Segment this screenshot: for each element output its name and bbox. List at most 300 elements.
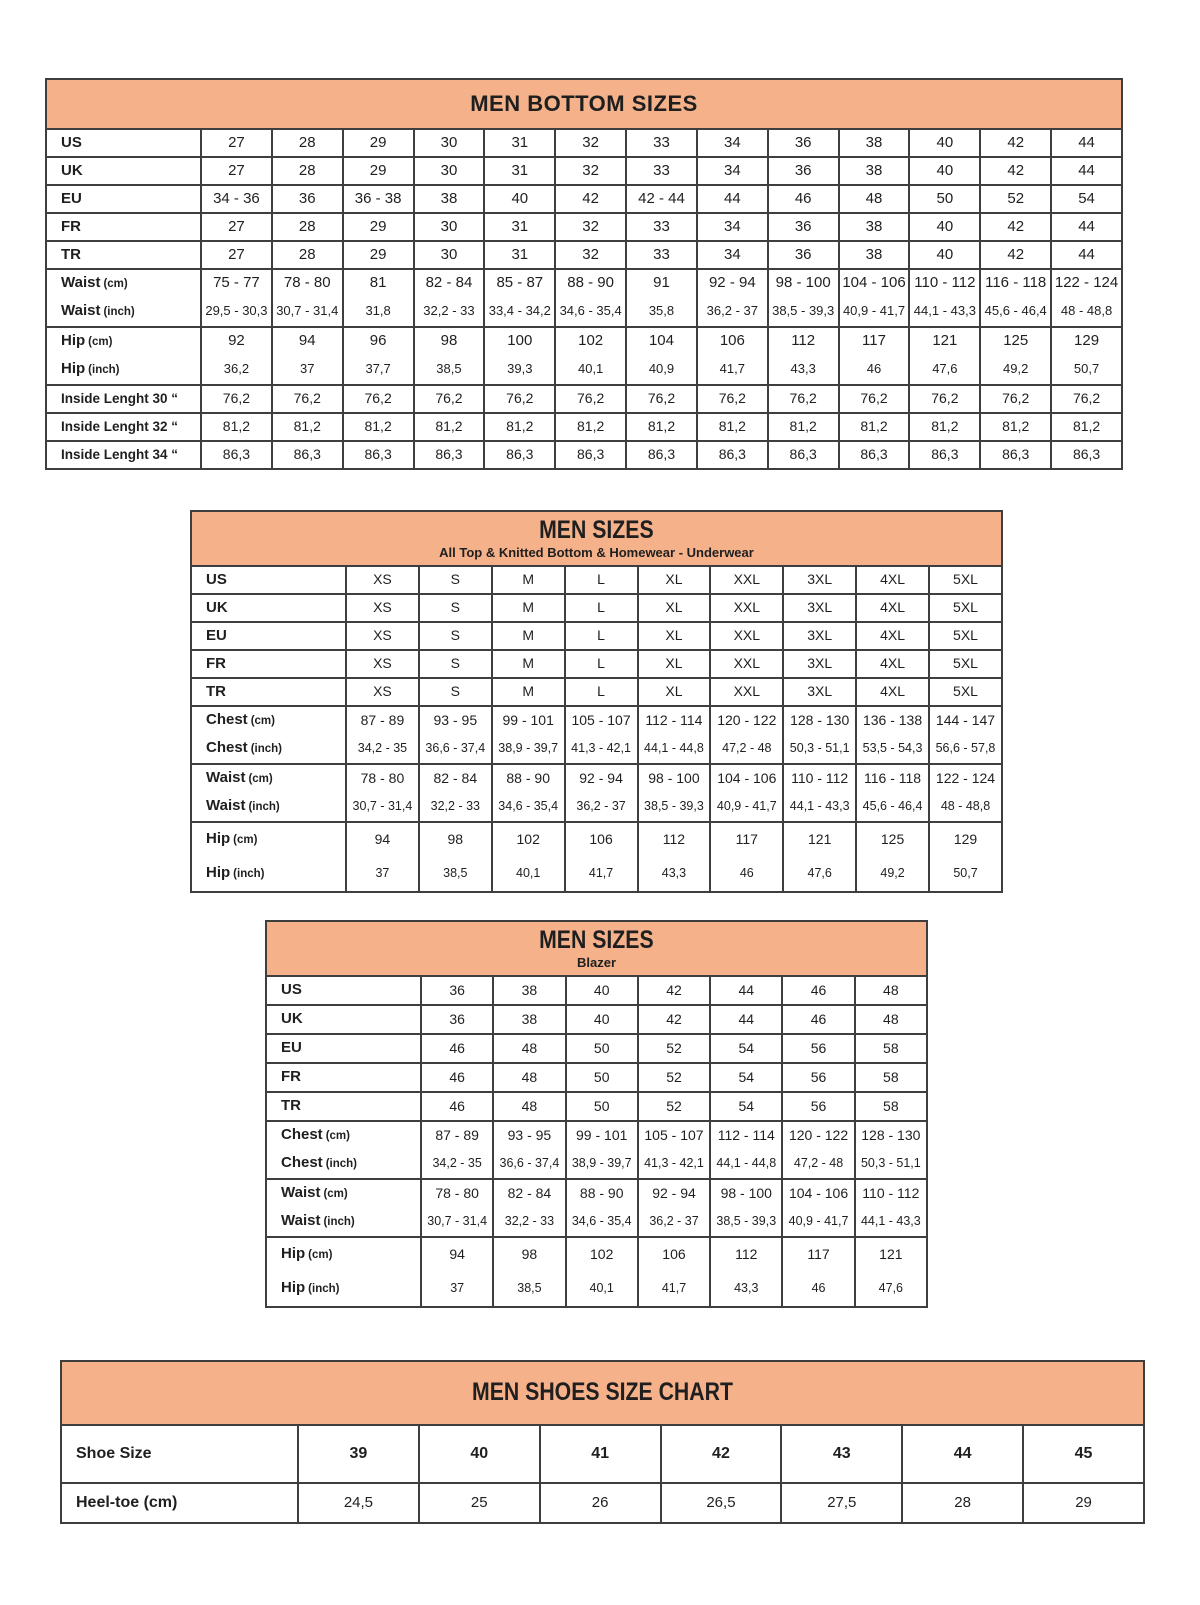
- cell: 3XL: [783, 622, 856, 650]
- cell: 106: [565, 822, 638, 856]
- cell: 44,1 - 43,3: [855, 1207, 927, 1237]
- cell: 3XL: [783, 678, 856, 706]
- cell: 50: [566, 1034, 638, 1063]
- cell: 30: [414, 157, 485, 185]
- cell: 31: [484, 129, 555, 157]
- cell: 39,3: [484, 355, 555, 385]
- table-row: [46, 157, 1122, 185]
- row-label-unit: (cm): [88, 336, 113, 349]
- cell: 76,2: [980, 385, 1051, 413]
- cell: 93 - 95: [419, 706, 492, 734]
- cell: XL: [638, 622, 711, 650]
- cell: 40,9 - 41,7: [782, 1207, 854, 1237]
- row-label-text: Waist: [206, 769, 246, 787]
- row-label-text: Waist: [281, 1184, 321, 1202]
- cell: 98: [419, 822, 492, 856]
- cell: 121: [855, 1237, 927, 1271]
- table-row: [191, 594, 1002, 622]
- cell: 36,2 - 37: [697, 297, 768, 327]
- row-label: [191, 594, 346, 622]
- cell: 48: [493, 1063, 565, 1092]
- cell: 48: [493, 1092, 565, 1121]
- cell: 81,2: [1051, 413, 1122, 441]
- table-row: [46, 327, 1122, 355]
- cell: XXL: [710, 650, 783, 678]
- cell: 40: [566, 976, 638, 1005]
- cell: 29: [1023, 1483, 1144, 1523]
- cell: 41,3 - 42,1: [638, 1149, 710, 1179]
- cell: M: [492, 566, 565, 594]
- cell: 48 - 48,8: [929, 792, 1002, 822]
- cell: 104 - 106: [839, 269, 910, 297]
- cell: XL: [638, 594, 711, 622]
- cell: 82 - 84: [419, 764, 492, 792]
- table-row: [266, 1005, 927, 1034]
- cell: 42: [638, 976, 710, 1005]
- cell: 40: [909, 213, 980, 241]
- cell: 48 - 48,8: [1051, 297, 1122, 327]
- cell: 34: [697, 213, 768, 241]
- cell: 35,8: [626, 297, 697, 327]
- row-label: [191, 706, 346, 734]
- cell: 41,3 - 42,1: [565, 734, 638, 764]
- cell: 120 - 122: [710, 706, 783, 734]
- row-label-text: Inside Lenght 30 “: [61, 390, 179, 406]
- cell: 86,3: [272, 441, 343, 469]
- cell: S: [419, 650, 492, 678]
- men-sizes-top-table: [190, 510, 1003, 893]
- row-label: [266, 1034, 421, 1063]
- row-label: [266, 1063, 421, 1092]
- table-row: [266, 1149, 927, 1179]
- cell: 98 - 100: [638, 764, 711, 792]
- cell: 25: [419, 1483, 540, 1523]
- row-label: [46, 327, 201, 355]
- men-sizes-top-title: MEN SIZES: [539, 516, 654, 545]
- row-label-unit: (inch): [308, 1283, 340, 1296]
- cell: 27: [201, 157, 272, 185]
- cell: 78 - 80: [272, 269, 343, 297]
- row-label-unit: (cm): [103, 278, 128, 291]
- cell: 122 - 124: [929, 764, 1002, 792]
- row-label: [191, 566, 346, 594]
- cell: 38,9 - 39,7: [492, 734, 565, 764]
- cell: 4XL: [856, 650, 929, 678]
- table-row: [266, 1237, 927, 1271]
- row-label: [266, 1121, 421, 1149]
- cell: 76,2: [697, 385, 768, 413]
- cell: 75 - 77: [201, 269, 272, 297]
- cell: 94: [421, 1237, 493, 1271]
- cell: 47,6: [783, 856, 856, 892]
- cell: 56: [782, 1063, 854, 1092]
- row-label: [191, 764, 346, 792]
- cell: 40: [566, 1005, 638, 1034]
- men-shoes-header-band: [61, 1361, 1144, 1425]
- row-label-text: FR: [61, 217, 81, 235]
- table-row: [46, 241, 1122, 269]
- cell: 42: [980, 241, 1051, 269]
- cell: 5XL: [929, 566, 1002, 594]
- row-label-text: TR: [61, 245, 81, 263]
- cell: 46: [768, 185, 839, 213]
- cell: 86,3: [697, 441, 768, 469]
- cell: 121: [783, 822, 856, 856]
- cell: 44: [1051, 241, 1122, 269]
- cell: 86,3: [1051, 441, 1122, 469]
- cell: 76,2: [768, 385, 839, 413]
- cell: 29,5 - 30,3: [201, 297, 272, 327]
- cell: 98: [414, 327, 485, 355]
- row-label-unit: (inch): [323, 1216, 355, 1229]
- row-label: [46, 185, 201, 213]
- cell: 36,2 - 37: [638, 1207, 710, 1237]
- cell: 46: [839, 355, 910, 385]
- table-row: [46, 269, 1122, 297]
- cell: 56,6 - 57,8: [929, 734, 1002, 764]
- cell: 38: [839, 241, 910, 269]
- row-label-text: EU: [206, 626, 227, 644]
- cell: XS: [346, 622, 419, 650]
- table-header-row: [61, 1361, 1144, 1425]
- cell: 32: [555, 213, 626, 241]
- cell: 76,2: [343, 385, 414, 413]
- cell: 86,3: [909, 441, 980, 469]
- men-bottom-sizes-title: MEN BOTTOM SIZES: [470, 90, 698, 116]
- cell: 104 - 106: [782, 1179, 854, 1207]
- cell: 38: [493, 1005, 565, 1034]
- cell: 88 - 90: [492, 764, 565, 792]
- cell: 49,2: [856, 856, 929, 892]
- cell: 42: [980, 157, 1051, 185]
- table-row: [266, 1121, 927, 1149]
- cell: 40,1: [555, 355, 626, 385]
- cell: 5XL: [929, 650, 1002, 678]
- cell: 44: [1051, 213, 1122, 241]
- cell: 47,6: [909, 355, 980, 385]
- men-shoes-size-chart-table: [60, 1360, 1145, 1524]
- cell: 36 - 38: [343, 185, 414, 213]
- cell: 4XL: [856, 594, 929, 622]
- cell: 92 - 94: [565, 764, 638, 792]
- cell: 102: [492, 822, 565, 856]
- cell: M: [492, 650, 565, 678]
- cell: 38: [493, 976, 565, 1005]
- cell: 5XL: [929, 678, 1002, 706]
- cell: S: [419, 678, 492, 706]
- cell: 76,2: [555, 385, 626, 413]
- cell: M: [492, 594, 565, 622]
- cell: 40,9 - 41,7: [839, 297, 910, 327]
- cell: 76,2: [201, 385, 272, 413]
- cell: 40,9 - 41,7: [710, 792, 783, 822]
- row-label-text: Hip: [281, 1245, 306, 1263]
- cell: 99 - 101: [492, 706, 565, 734]
- cell: 38,5: [493, 1271, 565, 1307]
- cell: 86,3: [555, 441, 626, 469]
- cell: 40: [419, 1425, 540, 1483]
- cell: 52: [638, 1034, 710, 1063]
- cell: 48: [855, 976, 927, 1005]
- table-row: [191, 566, 1002, 594]
- men-sizes-blazer-title: MEN SIZES: [539, 926, 654, 955]
- row-label: [191, 650, 346, 678]
- cell: 43,3: [638, 856, 711, 892]
- cell: S: [419, 594, 492, 622]
- cell: 28: [272, 213, 343, 241]
- cell: 112: [768, 327, 839, 355]
- cell: 99 - 101: [566, 1121, 638, 1149]
- cell: 47,6: [855, 1271, 927, 1307]
- cell: XXL: [710, 594, 783, 622]
- cell: 82 - 84: [493, 1179, 565, 1207]
- cell: 28: [272, 157, 343, 185]
- cell: 112: [710, 1237, 782, 1271]
- cell: 38,5 - 39,3: [710, 1207, 782, 1237]
- cell: 106: [697, 327, 768, 355]
- row-label-text: UK: [281, 1010, 303, 1028]
- row-label-text: Hip: [61, 332, 86, 350]
- cell: 112 - 114: [710, 1121, 782, 1149]
- cell: 54: [710, 1034, 782, 1063]
- cell: 76,2: [484, 385, 555, 413]
- cell: 36: [768, 213, 839, 241]
- table-row: [191, 822, 1002, 856]
- cell: 44: [710, 976, 782, 1005]
- cell: 53,5 - 54,3: [856, 734, 929, 764]
- cell: 34,6 - 35,4: [566, 1207, 638, 1237]
- cell: 136 - 138: [856, 706, 929, 734]
- row-label-unit: (inch): [88, 364, 120, 377]
- men-bottom-sizes-header-band: [46, 79, 1122, 129]
- row-label: [61, 1483, 298, 1523]
- men-bottom-sizes-table: [45, 78, 1123, 470]
- cell: 44: [697, 185, 768, 213]
- cell: 100: [484, 327, 555, 355]
- cell: 40,1: [492, 856, 565, 892]
- row-label-unit: (inch): [325, 1158, 357, 1171]
- cell: 50,3 - 51,1: [783, 734, 856, 764]
- cell: 44,1 - 44,8: [710, 1149, 782, 1179]
- row-label-unit: (cm): [308, 1249, 333, 1262]
- cell: 81,2: [626, 413, 697, 441]
- cell: 36,6 - 37,4: [419, 734, 492, 764]
- cell: 42: [980, 129, 1051, 157]
- cell: 76,2: [272, 385, 343, 413]
- cell: 34 - 36: [201, 185, 272, 213]
- cell: 26,5: [661, 1483, 782, 1523]
- cell: L: [565, 650, 638, 678]
- cell: 104 - 106: [710, 764, 783, 792]
- cell: 30,7 - 31,4: [421, 1207, 493, 1237]
- cell: 78 - 80: [421, 1179, 493, 1207]
- table-row: [46, 385, 1122, 413]
- cell: 29: [343, 157, 414, 185]
- cell: 46: [421, 1034, 493, 1063]
- cell: 41,7: [638, 1271, 710, 1307]
- cell: 33: [626, 213, 697, 241]
- cell: 40,1: [566, 1271, 638, 1307]
- row-label-unit: (inch): [103, 306, 135, 319]
- cell: 40: [909, 241, 980, 269]
- cell: 45,6 - 46,4: [980, 297, 1051, 327]
- cell: 31,8: [343, 297, 414, 327]
- cell: 36: [768, 129, 839, 157]
- cell: L: [565, 594, 638, 622]
- row-label: [191, 622, 346, 650]
- cell: 47,2 - 48: [782, 1149, 854, 1179]
- row-label-unit: (cm): [233, 834, 258, 847]
- table-header-row: [46, 79, 1122, 129]
- cell: 5XL: [929, 622, 1002, 650]
- row-label: [266, 1179, 421, 1207]
- cell: 94: [272, 327, 343, 355]
- cell: 36: [421, 1005, 493, 1034]
- cell: 120 - 122: [782, 1121, 854, 1149]
- cell: 37: [272, 355, 343, 385]
- cell: XS: [346, 678, 419, 706]
- cell: 81,2: [343, 413, 414, 441]
- cell: 29: [343, 241, 414, 269]
- table-row: [46, 185, 1122, 213]
- cell: 32,2 - 33: [419, 792, 492, 822]
- row-label-text: TR: [206, 682, 226, 700]
- cell: XXL: [710, 678, 783, 706]
- cell: 58: [855, 1063, 927, 1092]
- cell: 26: [540, 1483, 661, 1523]
- cell: 46: [782, 1005, 854, 1034]
- cell: 56: [782, 1034, 854, 1063]
- cell: 33,4 - 34,2: [484, 297, 555, 327]
- cell: 36: [768, 157, 839, 185]
- row-label-text: Chest: [281, 1126, 323, 1144]
- table-row: [46, 355, 1122, 385]
- row-label-unit: (inch): [250, 743, 282, 756]
- cell: 32: [555, 241, 626, 269]
- table-header-row: [266, 921, 927, 976]
- cell: 98 - 100: [768, 269, 839, 297]
- cell: 34,6 - 35,4: [555, 297, 626, 327]
- cell: 86,3: [343, 441, 414, 469]
- row-label-text: TR: [281, 1097, 301, 1115]
- cell: 86,3: [414, 441, 485, 469]
- cell: 129: [929, 822, 1002, 856]
- cell: 38,5 - 39,3: [768, 297, 839, 327]
- cell: 81,2: [839, 413, 910, 441]
- cell: 76,2: [839, 385, 910, 413]
- cell: S: [419, 622, 492, 650]
- row-label-text: Inside Lenght 34 “: [61, 446, 179, 462]
- cell: 88 - 90: [566, 1179, 638, 1207]
- row-label-text: Chest: [206, 711, 248, 729]
- row-label-text: FR: [281, 1068, 301, 1086]
- cell: 40: [909, 129, 980, 157]
- cell: 34: [697, 157, 768, 185]
- cell: 29: [343, 213, 414, 241]
- cell: 44: [1051, 157, 1122, 185]
- table-row: [46, 297, 1122, 327]
- cell: 4XL: [856, 566, 929, 594]
- row-label: [46, 297, 201, 327]
- row-label: [191, 734, 346, 764]
- cell: 52: [980, 185, 1051, 213]
- row-label-unit: (cm): [325, 1130, 350, 1143]
- row-label: [46, 157, 201, 185]
- cell: 52: [638, 1063, 710, 1092]
- cell: 44,1 - 44,8: [638, 734, 711, 764]
- cell: 44: [902, 1425, 1023, 1483]
- cell: 46: [421, 1092, 493, 1121]
- table-row: [191, 650, 1002, 678]
- row-label: [266, 1237, 421, 1271]
- cell: 121: [909, 327, 980, 355]
- cell: 81: [343, 269, 414, 297]
- cell: 117: [782, 1237, 854, 1271]
- cell: 3XL: [783, 650, 856, 678]
- cell: 44: [710, 1005, 782, 1034]
- row-label-unit: (inch): [248, 801, 280, 814]
- cell: 38,5: [414, 355, 485, 385]
- cell: M: [492, 622, 565, 650]
- cell: 110 - 112: [909, 269, 980, 297]
- cell: 3XL: [783, 594, 856, 622]
- cell: 37,7: [343, 355, 414, 385]
- cell: 30,7 - 31,4: [346, 792, 419, 822]
- cell: 112: [638, 822, 711, 856]
- row-label-text: EU: [61, 189, 82, 207]
- cell: 33: [626, 241, 697, 269]
- cell: 50,7: [929, 856, 1002, 892]
- cell: 5XL: [929, 594, 1002, 622]
- cell: 85 - 87: [484, 269, 555, 297]
- row-label: [46, 441, 201, 469]
- cell: XXL: [710, 622, 783, 650]
- cell: 125: [980, 327, 1051, 355]
- cell: 98: [493, 1237, 565, 1271]
- cell: L: [565, 678, 638, 706]
- cell: 58: [855, 1092, 927, 1121]
- cell: 81,2: [980, 413, 1051, 441]
- cell: 92: [201, 327, 272, 355]
- cell: 48: [855, 1005, 927, 1034]
- cell: 92 - 94: [638, 1179, 710, 1207]
- cell: 58: [855, 1034, 927, 1063]
- cell: XL: [638, 678, 711, 706]
- cell: 128 - 130: [855, 1121, 927, 1149]
- cell: 39: [298, 1425, 419, 1483]
- cell: 81,2: [484, 413, 555, 441]
- cell: 52: [638, 1092, 710, 1121]
- cell: 50,7: [1051, 355, 1122, 385]
- row-label-text: Waist: [206, 797, 246, 815]
- cell: 34,2 - 35: [346, 734, 419, 764]
- row-label-text: Heel-toe (cm): [76, 1494, 178, 1512]
- cell: 32: [555, 129, 626, 157]
- table-row: [266, 1207, 927, 1237]
- cell: 32,2 - 33: [414, 297, 485, 327]
- table-row: [266, 976, 927, 1005]
- cell: XS: [346, 566, 419, 594]
- table-row: [61, 1483, 1144, 1523]
- cell: XL: [638, 566, 711, 594]
- cell: XL: [638, 650, 711, 678]
- cell: 117: [839, 327, 910, 355]
- cell: 116 - 118: [980, 269, 1051, 297]
- row-label: [266, 1149, 421, 1179]
- cell: 105 - 107: [565, 706, 638, 734]
- table-row: [266, 1063, 927, 1092]
- cell: 104: [626, 327, 697, 355]
